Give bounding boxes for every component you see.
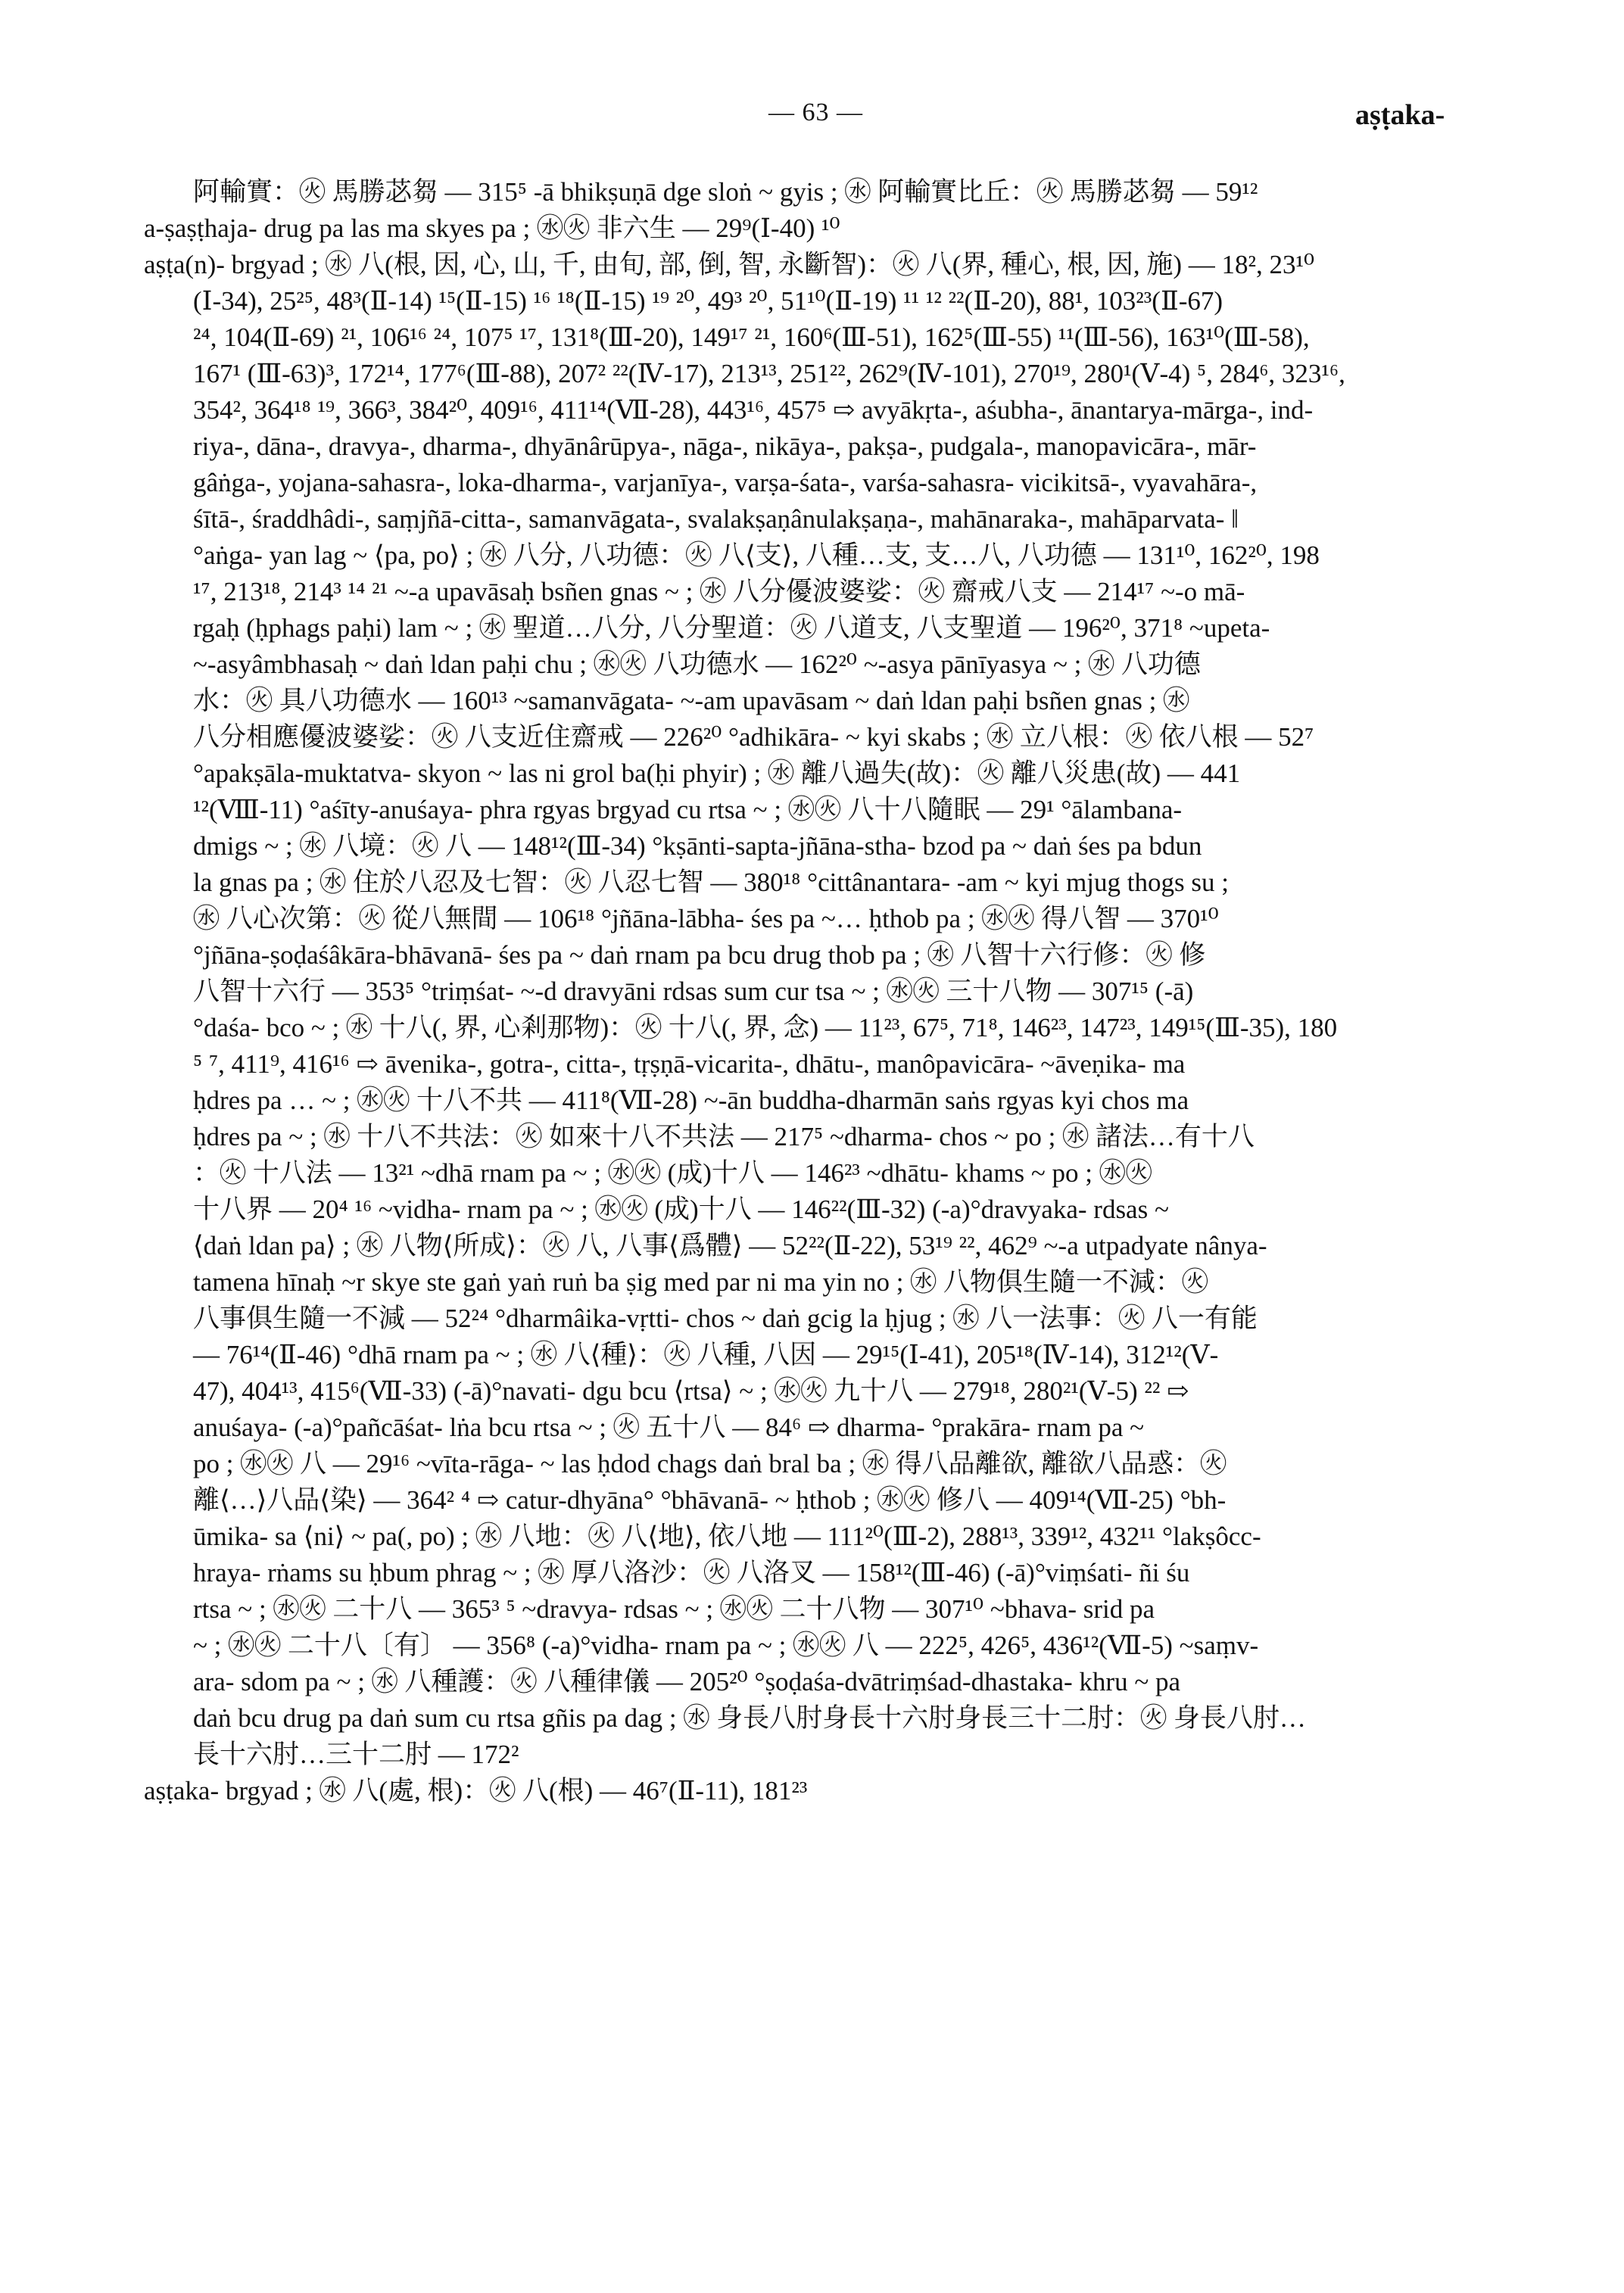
entry-line: tamena hīnaḥ ~r skye ste gaṅ yaṅ ruṅ ba ṣig med par ni ma yin no ; ㊌ 八物俱生隨一不減：㊋	[193, 1267, 1208, 1297]
entry-line: hraya- rṅams su ḥbum phrag ~ ; ㊌ 厚八洛沙：㊋ 八洛叉 — 158¹²(Ⅲ-46) (-ā)°viṃśati- ñi śu	[193, 1558, 1190, 1587]
entry-line: 離⟨…⟩八品⟨染⟩ — 364² ⁴ ⇨ catur-dhyāna° °bhāvanā- ~ ḥthob ; ㊌㊋ 修八 — 409¹⁴(Ⅶ-25) °bh-	[193, 1485, 1227, 1515]
entry-line: 354², 364¹⁸ ¹⁹, 366³, 384²⁰, 409¹⁶, 411¹⁴(Ⅶ-28), 443¹⁶, 457⁵ ⇨ avyākṛta-, aśubha-, ānantarya-mārga-, ind-	[193, 395, 1314, 425]
entry-line: ㊌ 八心次第：㊋ 從八無間 — 106¹⁸ °jñāna-lābha- śes pa ~… ḥthob pa ; ㊌㊋ 得八智 — 370¹⁰	[193, 904, 1219, 933]
entry-line: a-ṣaṣṭhaja- drug pa las ma skyes pa ; ㊌㊋ 非六生 — 29⁹(Ⅰ-40) ¹⁰	[144, 213, 840, 243]
entry-line: rtsa ~ ; ㊌㊋ 二十八 — 365³ ⁵ ~dravya- rdsas ~ ; ㊌㊋ 二十八物 — 307¹⁰ ~bhava- srid pa	[193, 1594, 1155, 1624]
entry-line: °daśa- bco ~ ; ㊌ 十八(, 界, 心剎那物)：㊋ 十八(, 界, 念) — 11²³, 67⁵, 71⁸, 146²³, 147²³, 149¹⁵(Ⅲ-35), 180	[193, 1013, 1338, 1042]
entry-line: anuśaya- (-a)°pañcāśat- lṅa bcu rtsa ~ ; ㊋ 五十八 — 84⁶ ⇨ dharma- °prakāra- rnam pa ~	[193, 1413, 1145, 1442]
entry-line: ⟨daṅ ldan pa⟩ ; ㊌ 八物⟨所成⟩：㊋ 八, 八事⟨爲體⟩ — 52²²(Ⅱ-22), 53¹⁹ ²², 462⁹ ~-a utpadyate nânya-	[193, 1231, 1267, 1260]
entry-line: 水：㊋ 具八功德水 — 160¹³ ~samanvāgata- ~-am upavāsam ~ daṅ ldan paḥi bsñen gnas ; ㊌	[193, 686, 1190, 715]
entry-line: 阿輸實：㊋ 馬勝苾芻 — 315⁵ -ā bhikṣuṇā dge sloṅ ~ gyis ; ㊌ 阿輸實比丘：㊋ 馬勝苾芻 — 59¹²	[193, 177, 1258, 207]
entry-line: °apakṣāla-muktatva- skyon ~ las ni grol ba(ḥi phyir) ; ㊌ 離八過失(故)：㊋ 離八災患(故) — 441	[193, 759, 1241, 788]
entry-line: (Ⅰ-34), 25²⁵, 48³(Ⅱ-14) ¹⁵(Ⅱ-15) ¹⁶ ¹⁸(Ⅱ-15) ¹⁹ ²⁰, 49³ ²⁰, 51¹⁰(Ⅱ-19) ¹¹ ¹² ²²(Ⅱ-20), 88¹, 103²³(Ⅱ-67)	[193, 286, 1223, 316]
entry-line: ¹²(Ⅷ-11) °aśīty-anuśaya- phra rgyas brgyad cu rtsa ~ ; ㊌㊋ 八十八隨眠 — 29¹ °ālambana-	[193, 795, 1183, 824]
entry-line: gâṅga-, yojana-sahasra-, loka-dharma-, varjanīya-, varṣa-śata-, varśa-sahasra- vicikitsā-, vyavahāra-,	[193, 468, 1258, 497]
entry-line: 八事俱生隨一不減 — 52²⁴ °dharmâika-vṛtti- chos ~ daṅ gcig la ḥjug ; ㊌ 八一法事：㊋ 八一有能	[193, 1304, 1258, 1333]
entry-line: ：㊋ 十八法 — 13²¹ ~dhā rnam pa ~ ; ㊌㊋ (成)十八 — 146²³ ~dhātu- khams ~ po ; ㊌㊋	[193, 1158, 1152, 1188]
entry-line: rgaḥ (ḥphags paḥi) lam ~ ; ㊌ 聖道…八分, 八分聖道：㊋ 八道支, 八支聖道 — 196²⁰, 371⁸ ~upeta-	[193, 613, 1270, 643]
entry-line: aṣṭaka- brgyad ; ㊌ 八(處, 根)：㊋ 八(根) — 46⁷(Ⅱ-11), 181²³	[144, 1776, 808, 1805]
entry-line: ~-asyâmbhasaḥ ~ daṅ ldan paḥi chu ; ㊌㊋ 八功德水 — 162²⁰ ~-asya pānīyasya ~ ; ㊌ 八功德	[193, 650, 1201, 679]
page-number: — 63 —	[768, 98, 863, 126]
entry-line: ūmika- sa ⟨ni⟩ ~ pa(, po) ; ㊌ 八地：㊋ 八⟨地⟩, 依八地 — 111²⁰(Ⅲ-2), 288¹³, 339¹², 432¹¹ °lakṣôcc-	[193, 1522, 1261, 1551]
dictionary-body	[144, 174, 1484, 1809]
entry-line: la gnas pa ; ㊌ 住於八忍及七智：㊋ 八忍七智 — 380¹⁸ °cittânantara- -am ~ kyi mjug thogs su ;	[193, 868, 1229, 897]
entry-line: ²⁴, 104(Ⅱ-69) ²¹, 106¹⁶ ²⁴, 107⁵ ¹⁷, 131⁸(Ⅲ-20), 149¹⁷ ²¹, 160⁶(Ⅲ-51), 162⁵(Ⅲ-55) ¹¹(Ⅲ-56), 163¹⁰(Ⅲ-58),	[193, 322, 1310, 352]
entry-line: ḥdres pa ~ ; ㊌ 十八不共法：㊋ 如來十八不共法 — 217⁵ ~dharma- chos ~ po ; ㊌ 諸法…有十八	[193, 1122, 1255, 1151]
entry-line: aṣṭa(n)- brgyad ; ㊌ 八(根, 因, 心, 山, 千, 由旬, 部, 倒, 智, 永斷智)：㊋ 八(界, 種心, 根, 因, 施) — 18², 23¹⁰	[144, 250, 1315, 279]
entry-line: ḥdres pa … ~ ; ㊌㊋ 十八不共 — 411⁸(Ⅶ-28) ~-ān buddha-dharmān saṅs rgyas kyi chos ma	[193, 1086, 1189, 1115]
entry-line: 八智十六行 — 353⁵ °triṃśat- ~-d dravyāni rdsas sum cur tsa ~ ; ㊌㊋ 三十八物 — 307¹⁵ (-ā)	[193, 977, 1194, 1006]
running-head-word: aṣṭaka-	[1355, 99, 1445, 131]
entry-line: ~ ; ㊌㊋ 二十八〔有〕 — 356⁸ (-a)°vidha- rnam pa ~ ; ㊌㊋ 八 — 222⁵, 426⁵, 436¹²(Ⅶ-5) ~saṃv-	[193, 1631, 1259, 1660]
entry-line: 167¹ (Ⅲ-63)³, 172¹⁴, 177⁶(Ⅲ-88), 207² ²²(Ⅳ-17), 213¹³, 251²², 262⁹(Ⅳ-101), 270¹⁹, 280¹(Ⅴ-4) ⁵, 284⁶, 323¹⁶,	[193, 359, 1345, 388]
entry-line: 八分相應優波婆娑：㊋ 八支近住齋戒 — 226²⁰ °adhikāra- ~ kyi skabs ; ㊌ 立八根：㊋ 依八根 — 52⁷	[193, 722, 1314, 752]
entry-line: ¹⁷, 213¹⁸, 214³ ¹⁴ ²¹ ~-a upavāsaḥ bsñen gnas ~ ; ㊌ 八分優波婆娑：㊋ 齋戒八支 — 214¹⁷ ~-o mā-	[193, 577, 1245, 606]
entry-line: °aṅga- yan lag ~ ⟨pa, po⟩ ; ㊌ 八分, 八功德：㊋ 八⟨支⟩, 八種…支, 支…八, 八功德 — 131¹⁰, 162²⁰, 198	[193, 541, 1320, 570]
entry-line: riya-, dāna-, dravya-, dharma-, dhyānârūpya-, nāga-, nikāya-, pakṣa-, pudgala-, manopavicāra-, mār-	[193, 431, 1257, 461]
entry-line: dmigs ~ ; ㊌ 八境：㊋ 八 — 148¹²(Ⅲ-34) °kṣānti-sapta-jñāna-stha- bzod pa ~ daṅ śes pa bdun	[193, 831, 1202, 861]
entry-line: 十八界 — 20⁴ ¹⁶ ~vidha- rnam pa ~ ; ㊌㊋ (成)十八 — 146²²(Ⅲ-32) (-a)°dravyaka- rdsas ~	[193, 1195, 1169, 1224]
entry-line: ara- sdom pa ~ ; ㊌ 八種護：㊋ 八種律儀 — 205²⁰ °ṣoḍaśa-dvātriṃśad-dhastaka- khru ~ pa	[193, 1667, 1181, 1696]
entry-line: ⁵ ⁷, 411⁹, 416¹⁶ ⇨ āvenika-, gotra-, citta-, tṛṣṇā-vicarita-, dhātu-, manôpavicāra- ~āveṇika- ma	[193, 1049, 1186, 1079]
entry-line: °jñāna-ṣoḍaśâkāra-bhāvanā- śes pa ~ daṅ rnam pa bcu drug thob pa ; ㊌ 八智十六行修：㊋ 修	[193, 940, 1206, 970]
entry-line: daṅ bcu drug pa daṅ sum cu rtsa gñis pa dag ; ㊌ 身長八肘身長十六肘身長三十二肘：㊋ 身長八肘…	[193, 1703, 1306, 1733]
entry-line: 長十六肘…三十二肘 — 172²	[193, 1740, 519, 1769]
entry-line: po ; ㊌㊋ 八 — 29¹⁶ ~vīta-rāga- ~ las ḥdod chags daṅ bral ba ; ㊌ 得八品離欲, 離欲八品惑：㊋	[193, 1449, 1227, 1478]
running-head	[0, 98, 1624, 144]
entry-line: 47), 404¹³, 415⁶(Ⅶ-33) (-ā)°navati- dgu bcu ⟨rtsa⟩ ~ ; ㊌㊋ 九十八 — 279¹⁸, 280²¹(Ⅴ-5) ²² ⇨	[193, 1376, 1189, 1406]
entry-line: śītā-, śraddhâdi-, saṃjñā-citta-, samanvāgata-, svalakṣaṇânulakṣaṇa-, mahānaraka-, mahāparvata- ‖	[193, 504, 1239, 534]
entry-line: — 76¹⁴(Ⅱ-46) °dhā rnam pa ~ ; ㊌ 八⟨種⟩：㊋ 八種, 八因 — 29¹⁵(Ⅰ-41), 205¹⁸(Ⅳ-14), 312¹²(Ⅴ-	[193, 1340, 1219, 1369]
